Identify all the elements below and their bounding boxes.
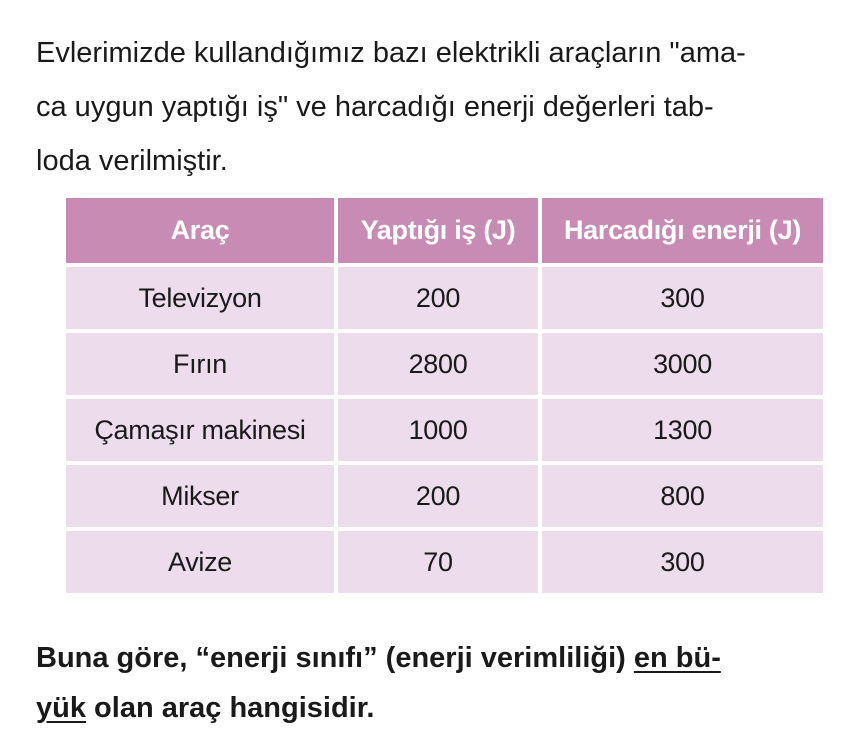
underlined-phrase: en bü- [633,642,721,674]
cell-arac: Fırın [66,333,338,399]
intro-line: ca uygun yaptığı iş" ve harcadığı enerji değerleri tab- [36,91,714,123]
header-harcadigi-enerji: Harcadığı enerji (J) [542,198,823,267]
cell-arac: Mikser [66,465,338,531]
cell-enerji: 1300 [542,399,823,465]
cell-arac: Çamaşır makinesi [66,399,338,465]
table-row [66,267,823,333]
cell-arac: Televizyon [66,267,338,333]
table-row [66,333,823,399]
question-prefix: Buna göre, “enerji sınıfı” (enerji verimliliği) [36,642,634,674]
cell-is: 70 [338,531,542,593]
question-suffix: olan araç hangisidir. [85,692,375,724]
cell-enerji: 300 [542,531,823,593]
table-row [66,399,823,465]
table-header-row [66,198,823,267]
intro-line: loda verilmiştir. [36,145,228,177]
table-row [66,531,823,593]
cell-enerji: 800 [542,465,823,531]
question-line-1 [36,633,856,683]
question-text [36,633,856,733]
cell-enerji: 300 [542,267,823,333]
cell-enerji: 3000 [542,333,823,399]
header-arac: Araç [66,198,338,267]
cell-arac: Avize [66,531,338,593]
underlined-phrase: yük [36,692,86,724]
question-line-2 [36,683,856,733]
energy-table [66,198,823,593]
intro-paragraph [36,26,856,188]
intro-line: Evlerimizde kullandığımız bazı elektrikli araçların "ama- [36,37,746,69]
header-yaptigi-is: Yaptığı iş (J) [338,198,542,267]
cell-is: 1000 [338,399,542,465]
cell-is: 200 [338,267,542,333]
table-row [66,465,823,531]
cell-is: 2800 [338,333,542,399]
cell-is: 200 [338,465,542,531]
